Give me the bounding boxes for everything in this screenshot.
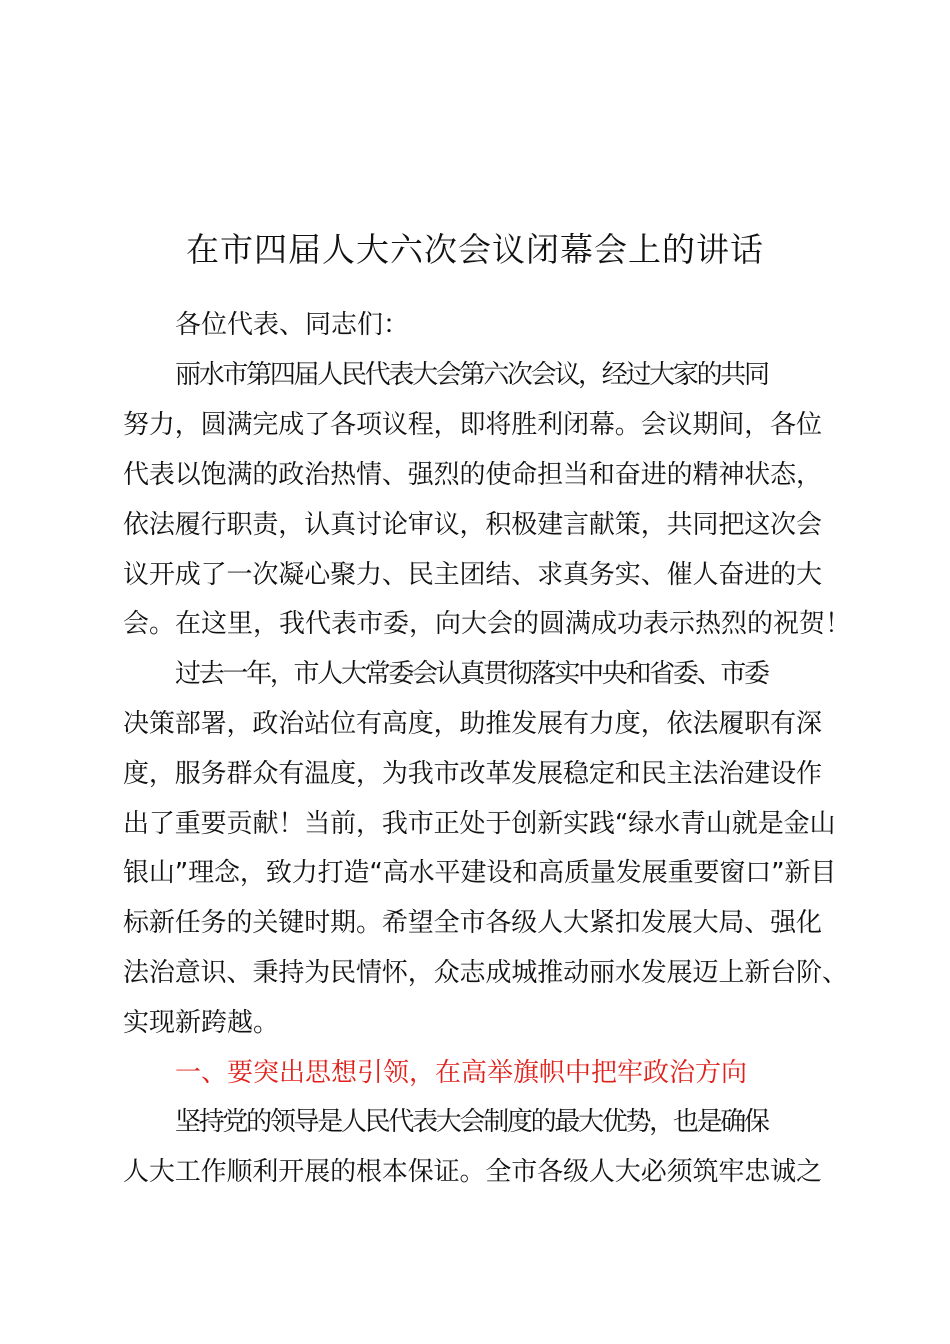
body-line: 代表以饱满的政治热情、强烈的使命担当和奋进的精神状态， [123,460,822,490]
body-line: 决策部署，政治站位有高度，助推发展有力度，依法履职有深 [123,709,822,739]
body-line: 努力，圆满完成了各项议程，即将胜利闭幕。会议期间，各位 [123,410,822,440]
body-line: 过去一年，市人大常委会认真贯彻落实中央和省委、市委 [175,659,768,689]
body-line: 坚持党的领导是人民代表大会制度的最大优势，也是确保 [175,1107,768,1137]
body-line: 法治意识、秉持为民情怀，众志成城推动丽水发展迈上新台阶、 [123,958,848,988]
body-line: 会。在这里，我代表市委，向大会的圆满成功表示热烈的祝贺！ [123,609,852,639]
document-title: 在市四届人大六次会议闭幕会上的讲话 [186,230,764,269]
body-line: 银山”理念，致力打造“高水平建设和高质量发展重要窗口”新目 [123,858,837,888]
body-line: 各位代表、同志们： [175,310,410,340]
body-line: 度，服务群众有温度，为我市改革发展稳定和民主法治建设作 [123,759,822,789]
body-line: 出了重要贡献！当前，我市正处于创新实践“绿水青山就是金山 [123,809,836,839]
body-line: 丽水市第四届人民代表大会第六次会议，经过大家的共同 [175,360,768,390]
section-heading: 一、要突出思想引领，在高举旗帜中把牢政治方向 [175,1058,748,1088]
body-line: 议开成了一次凝心聚力、民主团结、求真务实、催人奋进的大 [123,560,822,590]
body-line: 依法履行职责，认真讨论审议，积极建言献策，共同把这次会 [123,510,822,540]
body-line: 人大工作顺利开展的根本保证。全市各级人大必须筑牢忠诚之 [123,1157,822,1187]
body-line: 实现新跨越。 [123,1008,280,1038]
body-line: 标新任务的关键时期。希望全市各级人大紧扣发展大局、强化 [123,908,822,938]
